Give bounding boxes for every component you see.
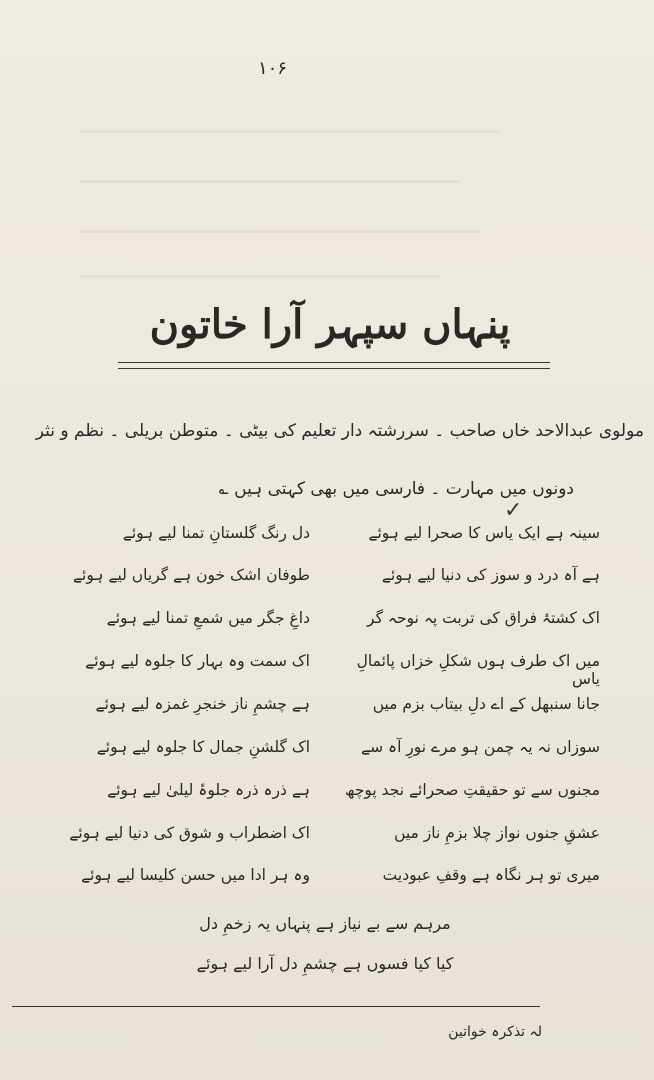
misra-second: اک گلشنِ جمال کا جلوہ لیے ہوئے — [96, 738, 310, 756]
footnote-divider — [12, 1006, 540, 1007]
show-through-line — [80, 275, 440, 278]
misra-first: ہے آہ درد و سوز کی دنیا لیے ہوئے — [381, 566, 600, 584]
misra-first: سوزاں نہ یہ چمن ہو مرے نورِ آہ سے — [360, 738, 600, 756]
couplet — [40, 695, 600, 725]
couplet — [40, 566, 600, 596]
show-through-line — [80, 180, 460, 183]
couplet — [40, 738, 600, 768]
misra-first: مجنوں سے تو حقیقتِ صحرائے نجد پوچھ — [344, 781, 600, 799]
misra-first: میں اک طرف ہوں شکلِ خزاں پائمالِ یاس — [356, 652, 600, 688]
couplet — [40, 609, 600, 639]
intro-line: مولوی عبدالاحد خاں صاحب ۔ سررشتہ دار تعلیم کی بیٹی ۔ متوطن بریلی ۔ نظم و نثر — [35, 421, 644, 441]
page-number: ۱۰۶ — [258, 58, 288, 79]
intro-line: دونوں میں مہارت ۔ فارسی میں بھی کہتی ہیں ؎ — [218, 479, 574, 499]
misra-second: طوفان اشک خون ہے گریاں لیے ہوئے — [72, 566, 310, 584]
show-through-line — [80, 130, 500, 133]
title-underline — [118, 368, 550, 369]
misra-first: عشقِ جنوں نواز چلا بزمِ ناز میں — [394, 824, 600, 842]
misra-second: داغِ جگر میں شمعِ تمنا لیے ہوئے — [106, 609, 310, 627]
misra-second: اک اضطراب و شوق کی دنیا لیے ہوئے — [69, 824, 310, 842]
misra-first: سینہ ہے ایک یاس کا صحرا لیے ہوئے — [368, 524, 600, 542]
couplet — [40, 781, 600, 811]
couplet — [40, 866, 600, 896]
show-through-line — [80, 230, 480, 233]
check-mark: ✓ — [504, 498, 523, 523]
misra-first: جانا سنبھل کے اے دلِ بیتاب بزم میں — [372, 695, 600, 713]
misra-second: دل رنگ گلستانِ تمنا لیے ہوئے — [122, 524, 310, 542]
misra-second: اک سمت وہ بہار کا جلوہ لیے ہوئے — [85, 652, 310, 670]
misra-second: ہے چشمِ ناز خنجرِ غمزہ لیے ہوئے — [95, 695, 310, 713]
couplet — [40, 524, 600, 554]
closing-verse: مرہم سے بے نیاز ہے پنہاں یہ زخمِ دل — [199, 914, 451, 933]
couplet — [40, 652, 600, 688]
misra-second: وہ ہر ادا میں حسن کلیسا لیے ہوئے — [81, 866, 310, 884]
footnote: لہ تذکرہ خواتین — [448, 1024, 542, 1040]
title-underline — [118, 362, 550, 363]
page-title: پنہاں سپہر آرا خاتون — [149, 301, 511, 348]
couplet — [40, 824, 600, 854]
misra-first: میری تو ہر نگاہ ہے وقفِ عبودیت — [382, 866, 600, 884]
misra-second: ہے ذرہ ذرہ جلوۂ لیلیٰ لیے ہوئے — [107, 781, 310, 799]
misra-first: اک کشتۂ فراق کی تربت پہ نوحہ گر — [367, 609, 600, 627]
closing-verse: کیا کیا فسوں ہے چشمِ دل آرا لیے ہوئے — [196, 954, 454, 973]
